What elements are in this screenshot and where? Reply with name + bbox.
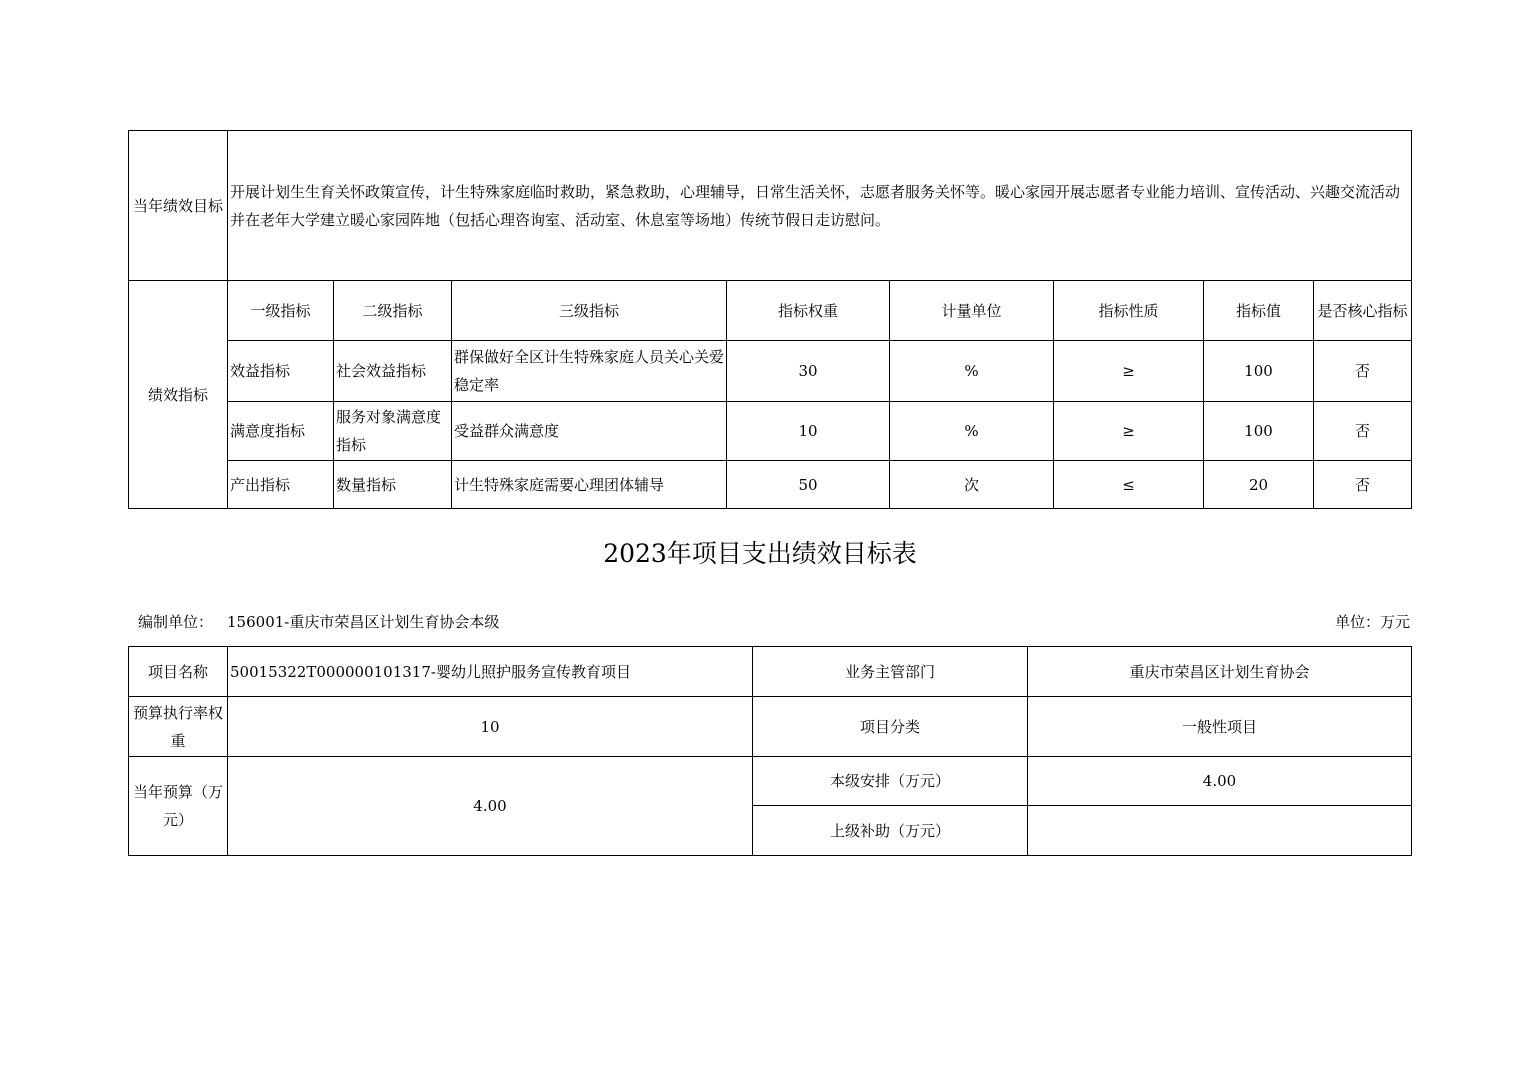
dept-label: 业务主管部门 — [753, 647, 1028, 697]
project-name-label: 项目名称 — [129, 647, 228, 697]
header-level2: 二级指标 — [334, 281, 452, 341]
cell-value: 100 — [1204, 341, 1314, 402]
cell-level2: 服务对象满意度指标 — [334, 402, 452, 461]
cell-level1: 产出指标 — [228, 461, 334, 509]
cell-core: 否 — [1314, 461, 1412, 509]
table-row — [129, 341, 1412, 402]
budget-value: 4.00 — [228, 757, 753, 856]
cell-level3: 群保做好全区计生特殊家庭人员关心关爱稳定率 — [452, 341, 727, 402]
cell-unit: % — [890, 402, 1054, 461]
category-label: 项目分类 — [753, 697, 1028, 757]
cell-nature: ≥ — [1054, 402, 1204, 461]
prep-unit-value: 156001-重庆市荣昌区计划生育协会本级 — [227, 613, 500, 631]
table-row — [129, 461, 1412, 509]
local-value: 4.00 — [1028, 757, 1412, 806]
cell-value: 20 — [1204, 461, 1314, 509]
table-row — [129, 402, 1412, 461]
project-name-value: 50015322T000000101317-婴幼儿照护服务宣传教育项目 — [228, 647, 753, 697]
local-label: 本级安排（万元） — [753, 757, 1028, 806]
goal-text: 开展计划生生育关怀政策宣传，计生特殊家庭临时救助，紧急救助，心理辅导，日常生活关怀，志愿者服务关怀等。暖心家园开展志愿者专业能力培训、宣传活动、兴趣交流活动并在老年大学建立暖心家园阵地（包括心理咨询室、活动室、休息室等场地）传统节假日走访慰问。 — [228, 131, 1412, 281]
cell-level1: 效益指标 — [228, 341, 334, 402]
cell-level3: 受益群众满意度 — [452, 402, 727, 461]
prep-unit-label: 编制单位： — [138, 613, 214, 631]
cell-weight: 50 — [727, 461, 890, 509]
budget-label: 当年预算（万元） — [129, 757, 228, 856]
cell-weight: 10 — [727, 402, 890, 461]
weight-value: 10 — [228, 697, 753, 757]
cell-core: 否 — [1314, 402, 1412, 461]
page-title: 2023年项目支出绩效目标表 — [603, 539, 917, 568]
dept-value: 重庆市荣昌区计划生育协会 — [1028, 647, 1412, 697]
header-level3: 三级指标 — [452, 281, 727, 341]
header-nature: 指标性质 — [1054, 281, 1204, 341]
header-core: 是否核心指标 — [1314, 281, 1412, 341]
cell-value: 100 — [1204, 402, 1314, 461]
header-weight: 指标权重 — [727, 281, 890, 341]
cell-level3: 计生特殊家庭需要心理团体辅导 — [452, 461, 727, 509]
subsidy-label: 上级补助（万元） — [753, 806, 1028, 856]
cell-unit: % — [890, 341, 1054, 402]
header-level1: 一级指标 — [228, 281, 334, 341]
header-unit: 计量单位 — [890, 281, 1054, 341]
cell-nature: ≤ — [1054, 461, 1204, 509]
performance-goal-table — [128, 130, 1412, 509]
cell-nature: ≥ — [1054, 341, 1204, 402]
indicators-label: 绩效指标 — [129, 281, 228, 509]
goal-label: 当年绩效目标 — [129, 131, 228, 281]
cell-unit: 次 — [890, 461, 1054, 509]
cell-level2: 数量指标 — [334, 461, 452, 509]
cell-core: 否 — [1314, 341, 1412, 402]
currency-unit: 单位：万元 — [1334, 613, 1410, 631]
subsidy-value — [1028, 806, 1412, 856]
prep-unit — [138, 610, 499, 634]
header-value: 指标值 — [1204, 281, 1314, 341]
cell-weight: 30 — [727, 341, 890, 402]
cell-level2: 社会效益指标 — [334, 341, 452, 402]
project-info-table — [128, 646, 1412, 856]
category-value: 一般性项目 — [1028, 697, 1412, 757]
weight-label: 预算执行率权重 — [129, 697, 228, 757]
cell-level1: 满意度指标 — [228, 402, 334, 461]
